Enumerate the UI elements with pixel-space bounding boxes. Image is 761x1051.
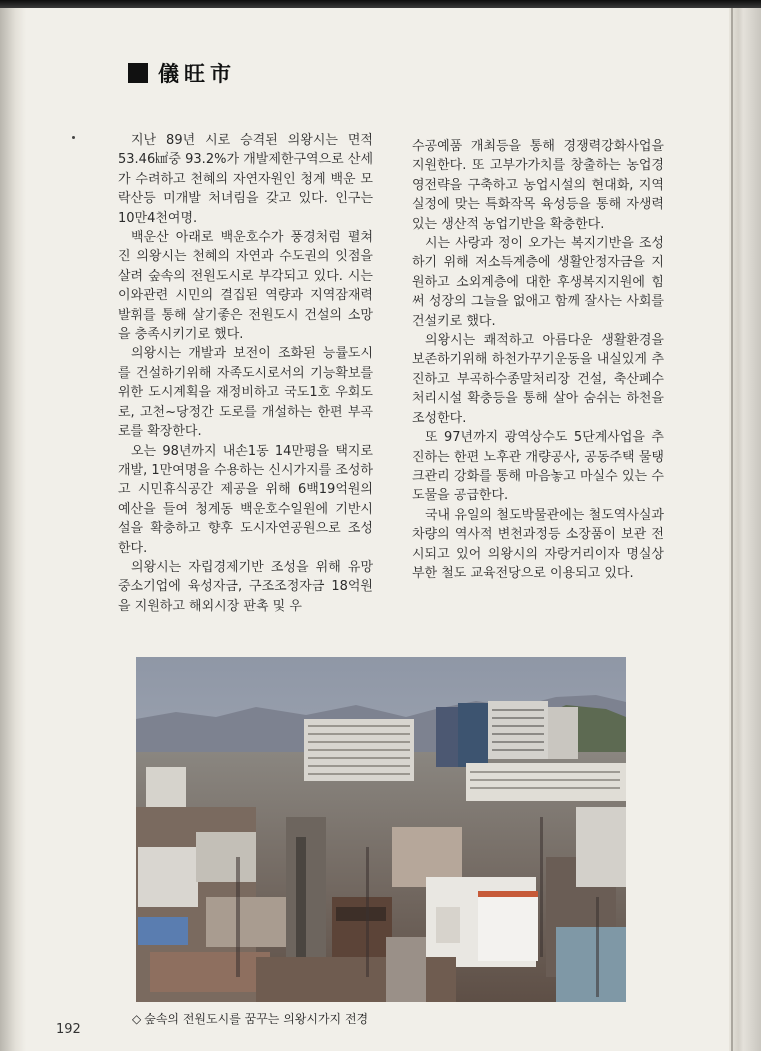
page-gutter-shadow [0, 8, 26, 1051]
heading-square-icon [128, 63, 148, 83]
diamond-bullet-icon: ◇ [132, 1012, 142, 1026]
paragraph: 수공예품 개최등을 통해 경쟁력강화사업을 지원한다. 또 고부가가치를 창출하는 농업경영전략을 구축하고 농업시설의 현대화, 지역실정에 맞는 특화작목 육성등을 통해 자생력있는 생산적 농업기반을 확충한다. [412, 139, 664, 232]
next-page-edge [729, 8, 761, 1051]
paragraph: 의왕시는 쾌적하고 아름다운 생활환경을 보존하기위해 하천가꾸기운동을 내실있게 추진하고 부곡하수종말처리장 건설, 축산폐수처리시설 확충등을 통해 살아 숨쉬는 하천을 조성한다. [412, 333, 664, 426]
text-column-right [412, 137, 664, 583]
photo-caption [132, 1010, 368, 1027]
scan-edge-top [0, 0, 761, 8]
paragraph: 국내 유일의 철도박물관에는 철도역사실과 차량의 역사적 변천과정등 소장품이 보관 전시되고 있어 의왕시의 자랑거리이자 명실상부한 철도 교육전당으로 이용되고 있다. [412, 507, 664, 581]
paragraph: 오는 98년까지 내손1동 14만평을 택지로 개발, 1만여명을 수용하는 신시가지를 조성하고 시민휴식공간 제공을 위해 6백19억원의 예산을 들여 청계동 백운호수일원에 기반시설을 확충하고 향후 도시자연공원으로 조성한다. [118, 443, 373, 556]
city-panorama-photo [136, 657, 626, 1002]
page-number: 192 [56, 1022, 81, 1037]
paragraph: 백운산 아래로 백운호수가 풍경처럼 펼쳐진 의왕시는 천혜의 자연과 수도권의 잇점을 살려 숲속의 전원도시로 부각되고 있다. 시는 이와관련 시민의 결집된 역량과 지역잠재력 발휘를 통해 살기좋은 전원도시 건설의 소망을 충족시키기로 했다. [118, 230, 373, 343]
text-column-left [118, 131, 373, 616]
page-edge-line [731, 8, 733, 1051]
paragraph: 시는 사랑과 정이 오가는 복지기반을 조성하기 위해 저소득계층에 생활안정자금을 지원하고 소외계층에 대한 후생복지지원에 힘써 성장의 그늘을 없애고 함께 잘사는 사회를 건설키로 했다. [412, 236, 664, 329]
paragraph: 또 97년까지 광역상수도 5단계사업을 추진하는 한편 노후관 개량공사, 공동주택 물탱크관리 강화를 통해 마음놓고 마실수 있는 수도물을 공급한다. [412, 430, 664, 504]
photo-caption-text: 숲속의 전원도시를 꿈꾸는 의왕시가지 전경 [144, 1012, 369, 1026]
scan-speck [72, 136, 75, 139]
paragraph: 의왕시는 개발과 보전이 조화된 능률도시를 건설하기위해 자족도시로서의 기능확보를 위한 도시계획을 재정비하고 국도1호 우회도로, 고천~당정간 도로를 개설하는 한편 부곡로를 확장한다. [118, 346, 373, 440]
page-title: 儀旺市 [158, 61, 236, 86]
paragraph: 지난 89년 시로 승격된 의왕시는 면적 53.46㎢중 93.2%가 개발제한구역으로 산세가 수려하고 천혜의 자연자원인 청계 백운 모락산등 미개발 처녀림을 갖고 있다. 인구는 10만4천여명. [118, 133, 373, 226]
section-heading [128, 58, 236, 88]
city-photo-illustration [136, 657, 626, 1002]
paragraph: 의왕시는 자립경제기반 조성을 위해 유망중소기업에 육성자금, 구조조정자금 18억원을 지원하고 해외시장 판촉 및 우 [118, 559, 373, 614]
